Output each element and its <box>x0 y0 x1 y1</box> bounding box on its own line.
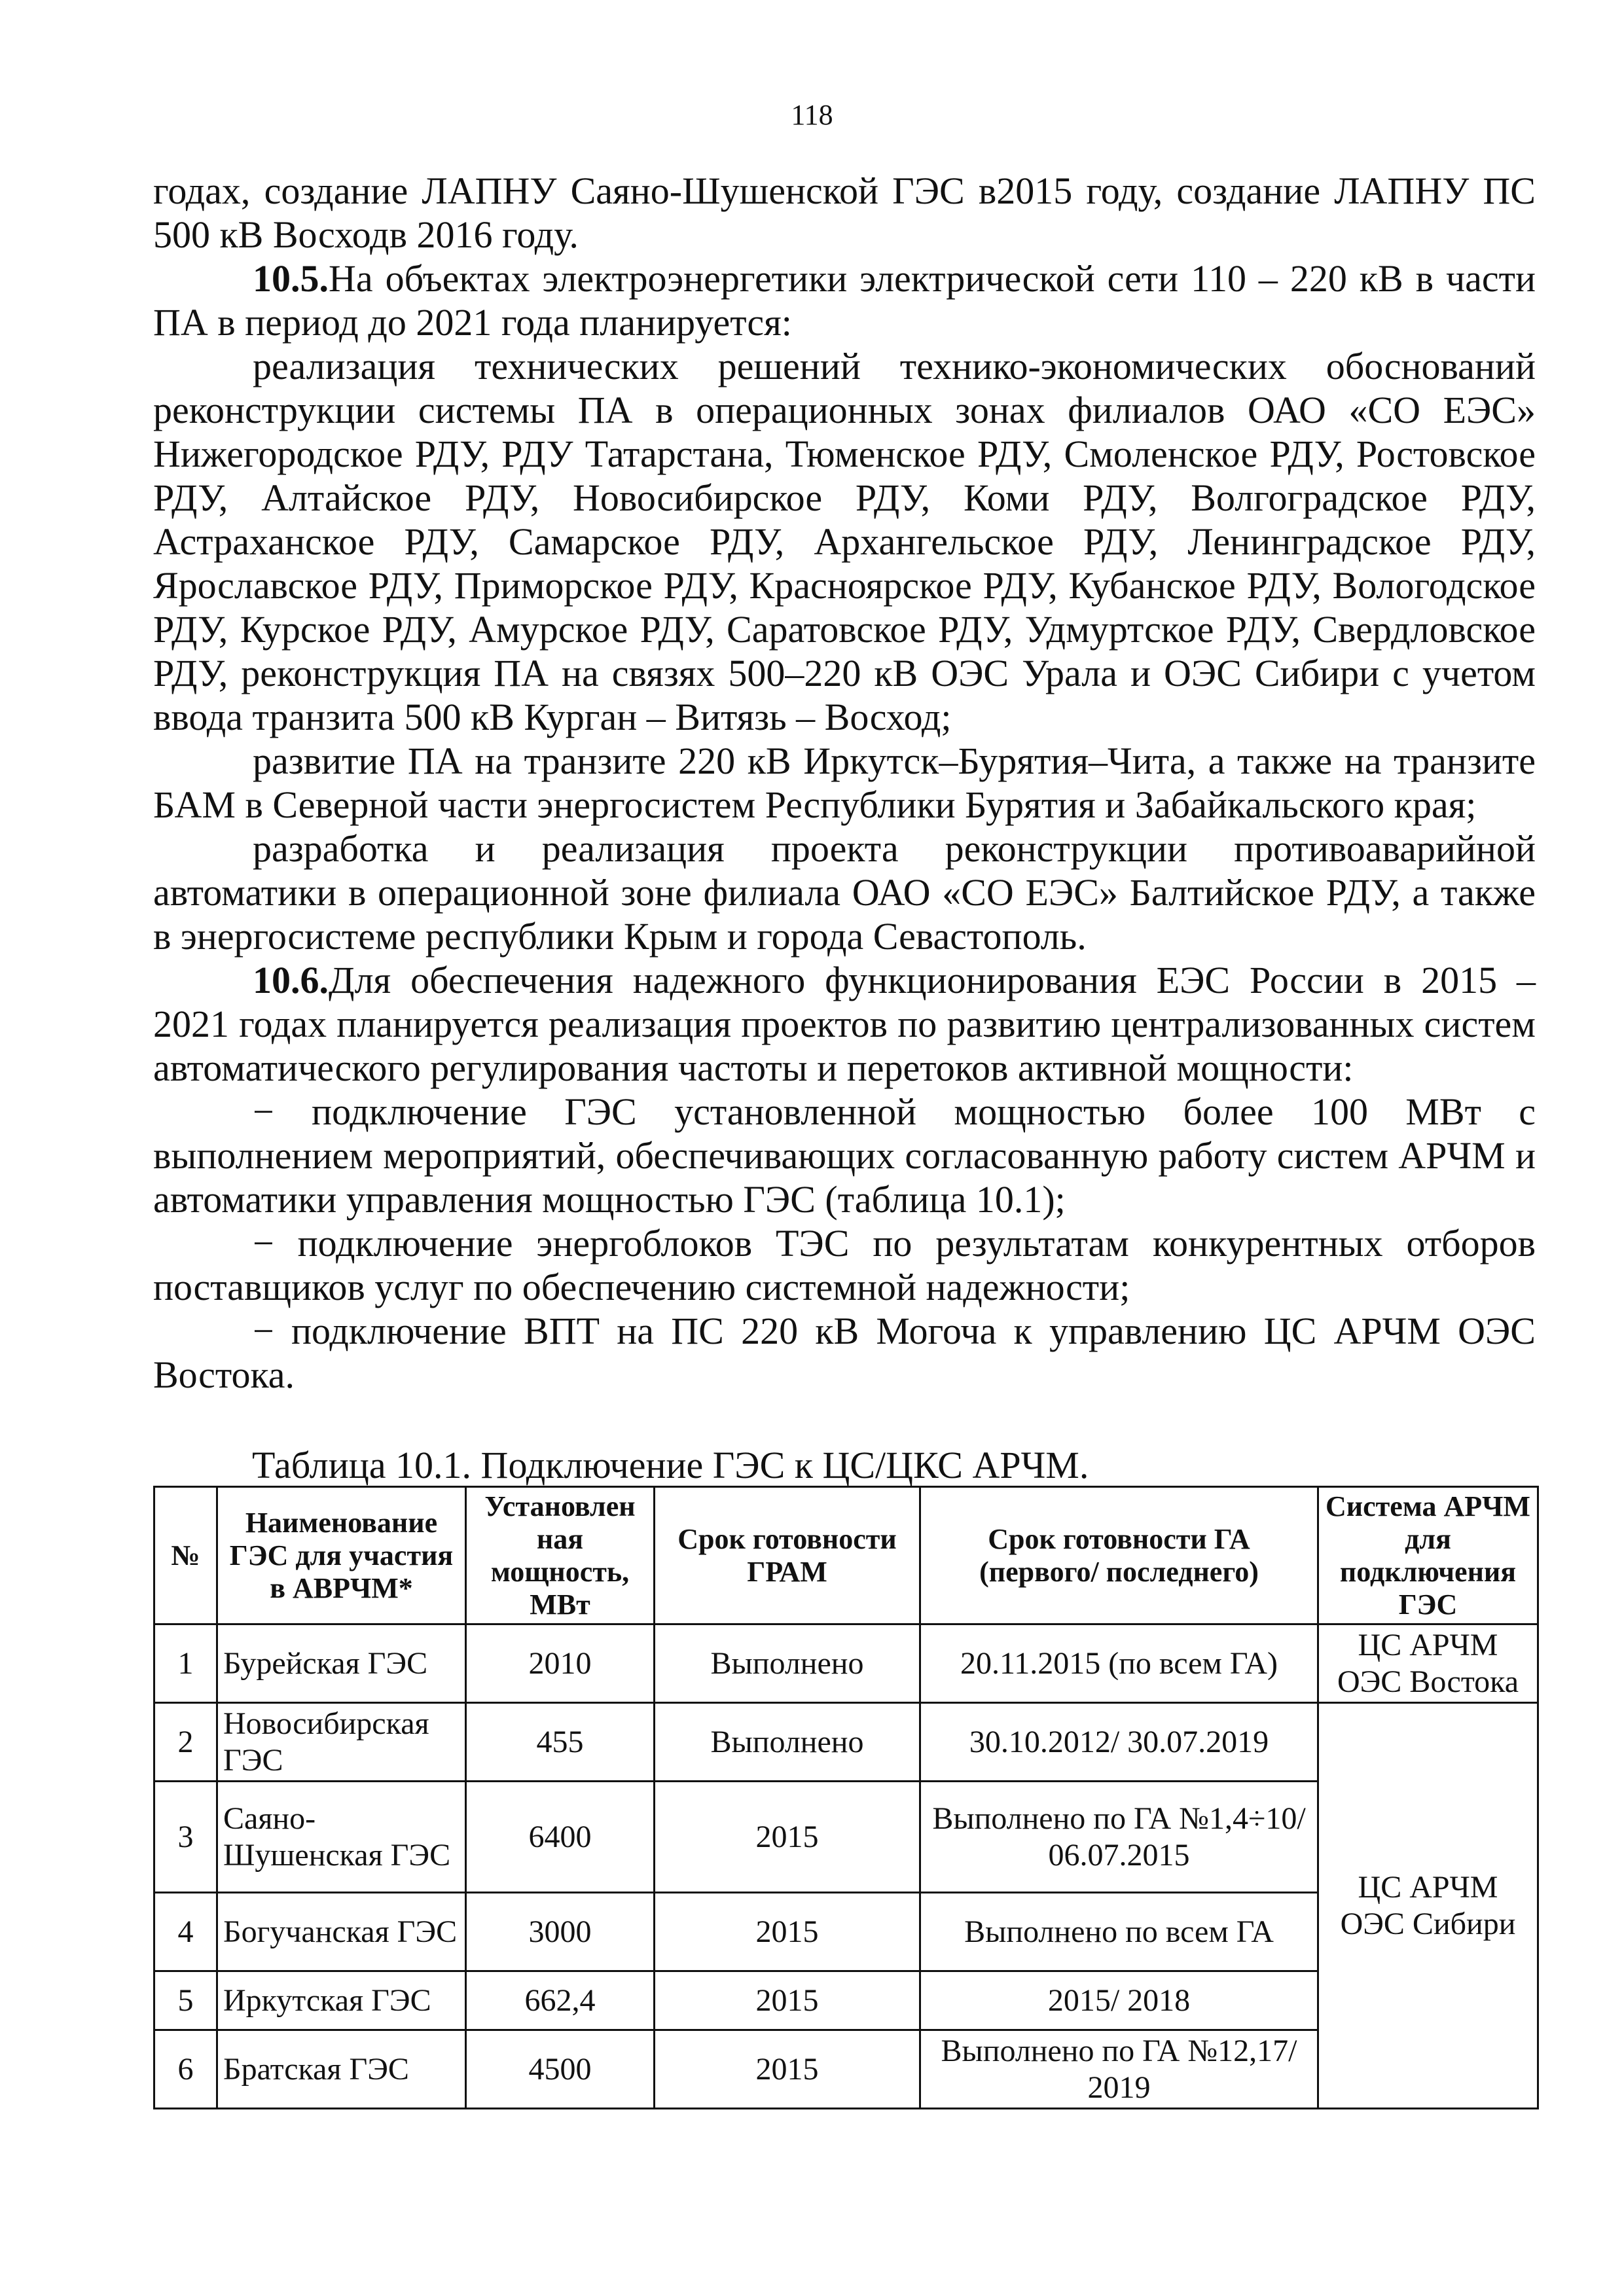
header-cell: № <box>154 1487 217 1624</box>
cell: 3000 <box>466 1893 655 1971</box>
cell: 662,4 <box>466 1971 655 2030</box>
cell: 2 <box>154 1703 217 1782</box>
cell: Иркутская ГЭС <box>217 1971 466 2030</box>
data-table <box>153 1486 1539 2109</box>
list-item: − подключение ВПТ на ПС 220 кВ Могоча к управлению ЦС АРЧМ ОЭС Востока. <box>153 1310 1536 1396</box>
cell: ЦС АРЧМ ОЭС Сибири <box>1318 1703 1538 2109</box>
table-row <box>154 1624 1538 1703</box>
header-cell: Установлен ная мощность, МВт <box>466 1487 655 1624</box>
page-number: 118 <box>791 99 833 131</box>
list-item: − подключение ГЭС установленной мощностью более 100 МВт с выполнением мероприятий, обеспечивающих согласованную работу систем АРЧМ и автоматики управления мощностью ГЭС (таблица 10.1); <box>153 1090 1536 1221</box>
body-text <box>153 169 1536 1397</box>
list-item: − подключение энергоблоков ТЭС по результатам конкурентных отборов поставщиков услуг по обеспечению системной надежности; <box>153 1222 1536 1308</box>
cell: Выполнено по ГА №12,17/ 2019 <box>920 2030 1318 2109</box>
cell: 20.11.2015 (по всем ГА) <box>920 1624 1318 1703</box>
paragraph: годах, создание ЛАПНУ Саяно-Шушенской ГЭС в2015 году, создание ЛАПНУ ПС 500 кВ Восходв 2016 году. <box>153 170 1536 256</box>
header-cell: Срок готовности ГА (первого/ последнего) <box>920 1487 1318 1624</box>
cell: Братская ГЭС <box>217 2030 466 2109</box>
header-cell: Срок готовности ГРАМ <box>655 1487 920 1624</box>
header-cell: Система АРЧМ для подключения ГЭС <box>1318 1487 1538 1624</box>
paragraph: 10.6.Для обеспечения надежного функционирования ЕЭС России в 2015 – 2021 годах планируется реализация проектов по развитию централизованных систем автоматического регулирования частоты и перетоков активной мощности: <box>153 959 1536 1089</box>
cell: Выполнено <box>655 1703 920 1782</box>
section-number: 10.6. <box>253 959 329 1001</box>
cell: 6400 <box>466 1782 655 1893</box>
cell: 30.10.2012/ 30.07.2019 <box>920 1703 1318 1782</box>
cell: 2015 <box>655 1893 920 1971</box>
cell: 455 <box>466 1703 655 1782</box>
cell: 6 <box>154 2030 217 2109</box>
cell: Саяно-Шушенская ГЭС <box>217 1782 466 1893</box>
section-number: 10.5. <box>253 257 329 300</box>
cell: Выполнено <box>655 1624 920 1703</box>
paragraph: реализация технических решений технико-экономических обоснований реконструкции системы ПА в операционных зонах филиалов ОАО «СО ЕЭС» Нижегородское РДУ, РДУ Татарстана, Тюменское РДУ, Смоленское РДУ, Ростовское РДУ, Алтайское РДУ, Новосибирское РДУ, Коми РДУ, Волгоградское РДУ, Астраханское РДУ, Самарское РДУ, Архангельское РДУ, Ленинградское РДУ, Ярославское РДУ, Приморское РДУ, Красноярское РДУ, Кубанское РДУ, Вологодское РДУ, Курское РДУ, Амурское РДУ, Саратовское РДУ, Удмуртское РДУ, Свердловское РДУ, реконструкция ПА на связях 500–220 кВ ОЭС Урала и ОЭС Сибири с учетом ввода транзита 500 кВ Курган – Витязь – Восход; <box>153 345 1536 738</box>
header-cell: Наименование ГЭС для участия в АВРЧМ* <box>217 1487 466 1624</box>
table-header-row <box>154 1487 1538 1624</box>
cell: Новосибирская ГЭС <box>217 1703 466 1782</box>
cell: 2015/ 2018 <box>920 1971 1318 2030</box>
paragraph: развитие ПА на транзите 220 кВ Иркутск–Бурятия–Чита, а также на транзите БАМ в Северной части энергосистем Республики Бурятия и Забайкальского края; <box>153 740 1536 826</box>
cell: 5 <box>154 1971 217 2030</box>
cell: 4 <box>154 1893 217 1971</box>
paragraph: разработка и реализация проекта реконструкции противоаварийной автоматики в операционной зоне филиала ОАО «СО ЕЭС» Балтийское РДУ, а также в энергосистеме республики Крым и города Севастополь. <box>153 827 1536 958</box>
cell: 2015 <box>655 2030 920 2109</box>
cell: Выполнено по ГА №1,4÷10/ 06.07.2015 <box>920 1782 1318 1893</box>
cell: 2015 <box>655 1971 920 2030</box>
cell: 2015 <box>655 1782 920 1893</box>
cell: 2010 <box>466 1624 655 1703</box>
table-caption: Таблица 10.1. Подключение ГЭС к ЦС/ЦКС АРЧМ. <box>252 1444 1089 1486</box>
cell: Выполнено по всем ГА <box>920 1893 1318 1971</box>
paragraph: 10.5.На объектах электроэнергетики электрической сети 110 – 220 кВ в части ПА в период до 2021 года планируется: <box>153 257 1536 344</box>
cell: 4500 <box>466 2030 655 2109</box>
cell: Бурейская ГЭС <box>217 1624 466 1703</box>
cell: 1 <box>154 1624 217 1703</box>
cell: ЦС АРЧМ ОЭС Востока <box>1318 1624 1538 1703</box>
cell: Богучанская ГЭС <box>217 1893 466 1971</box>
cell: 3 <box>154 1782 217 1893</box>
table-row <box>154 1703 1538 1782</box>
